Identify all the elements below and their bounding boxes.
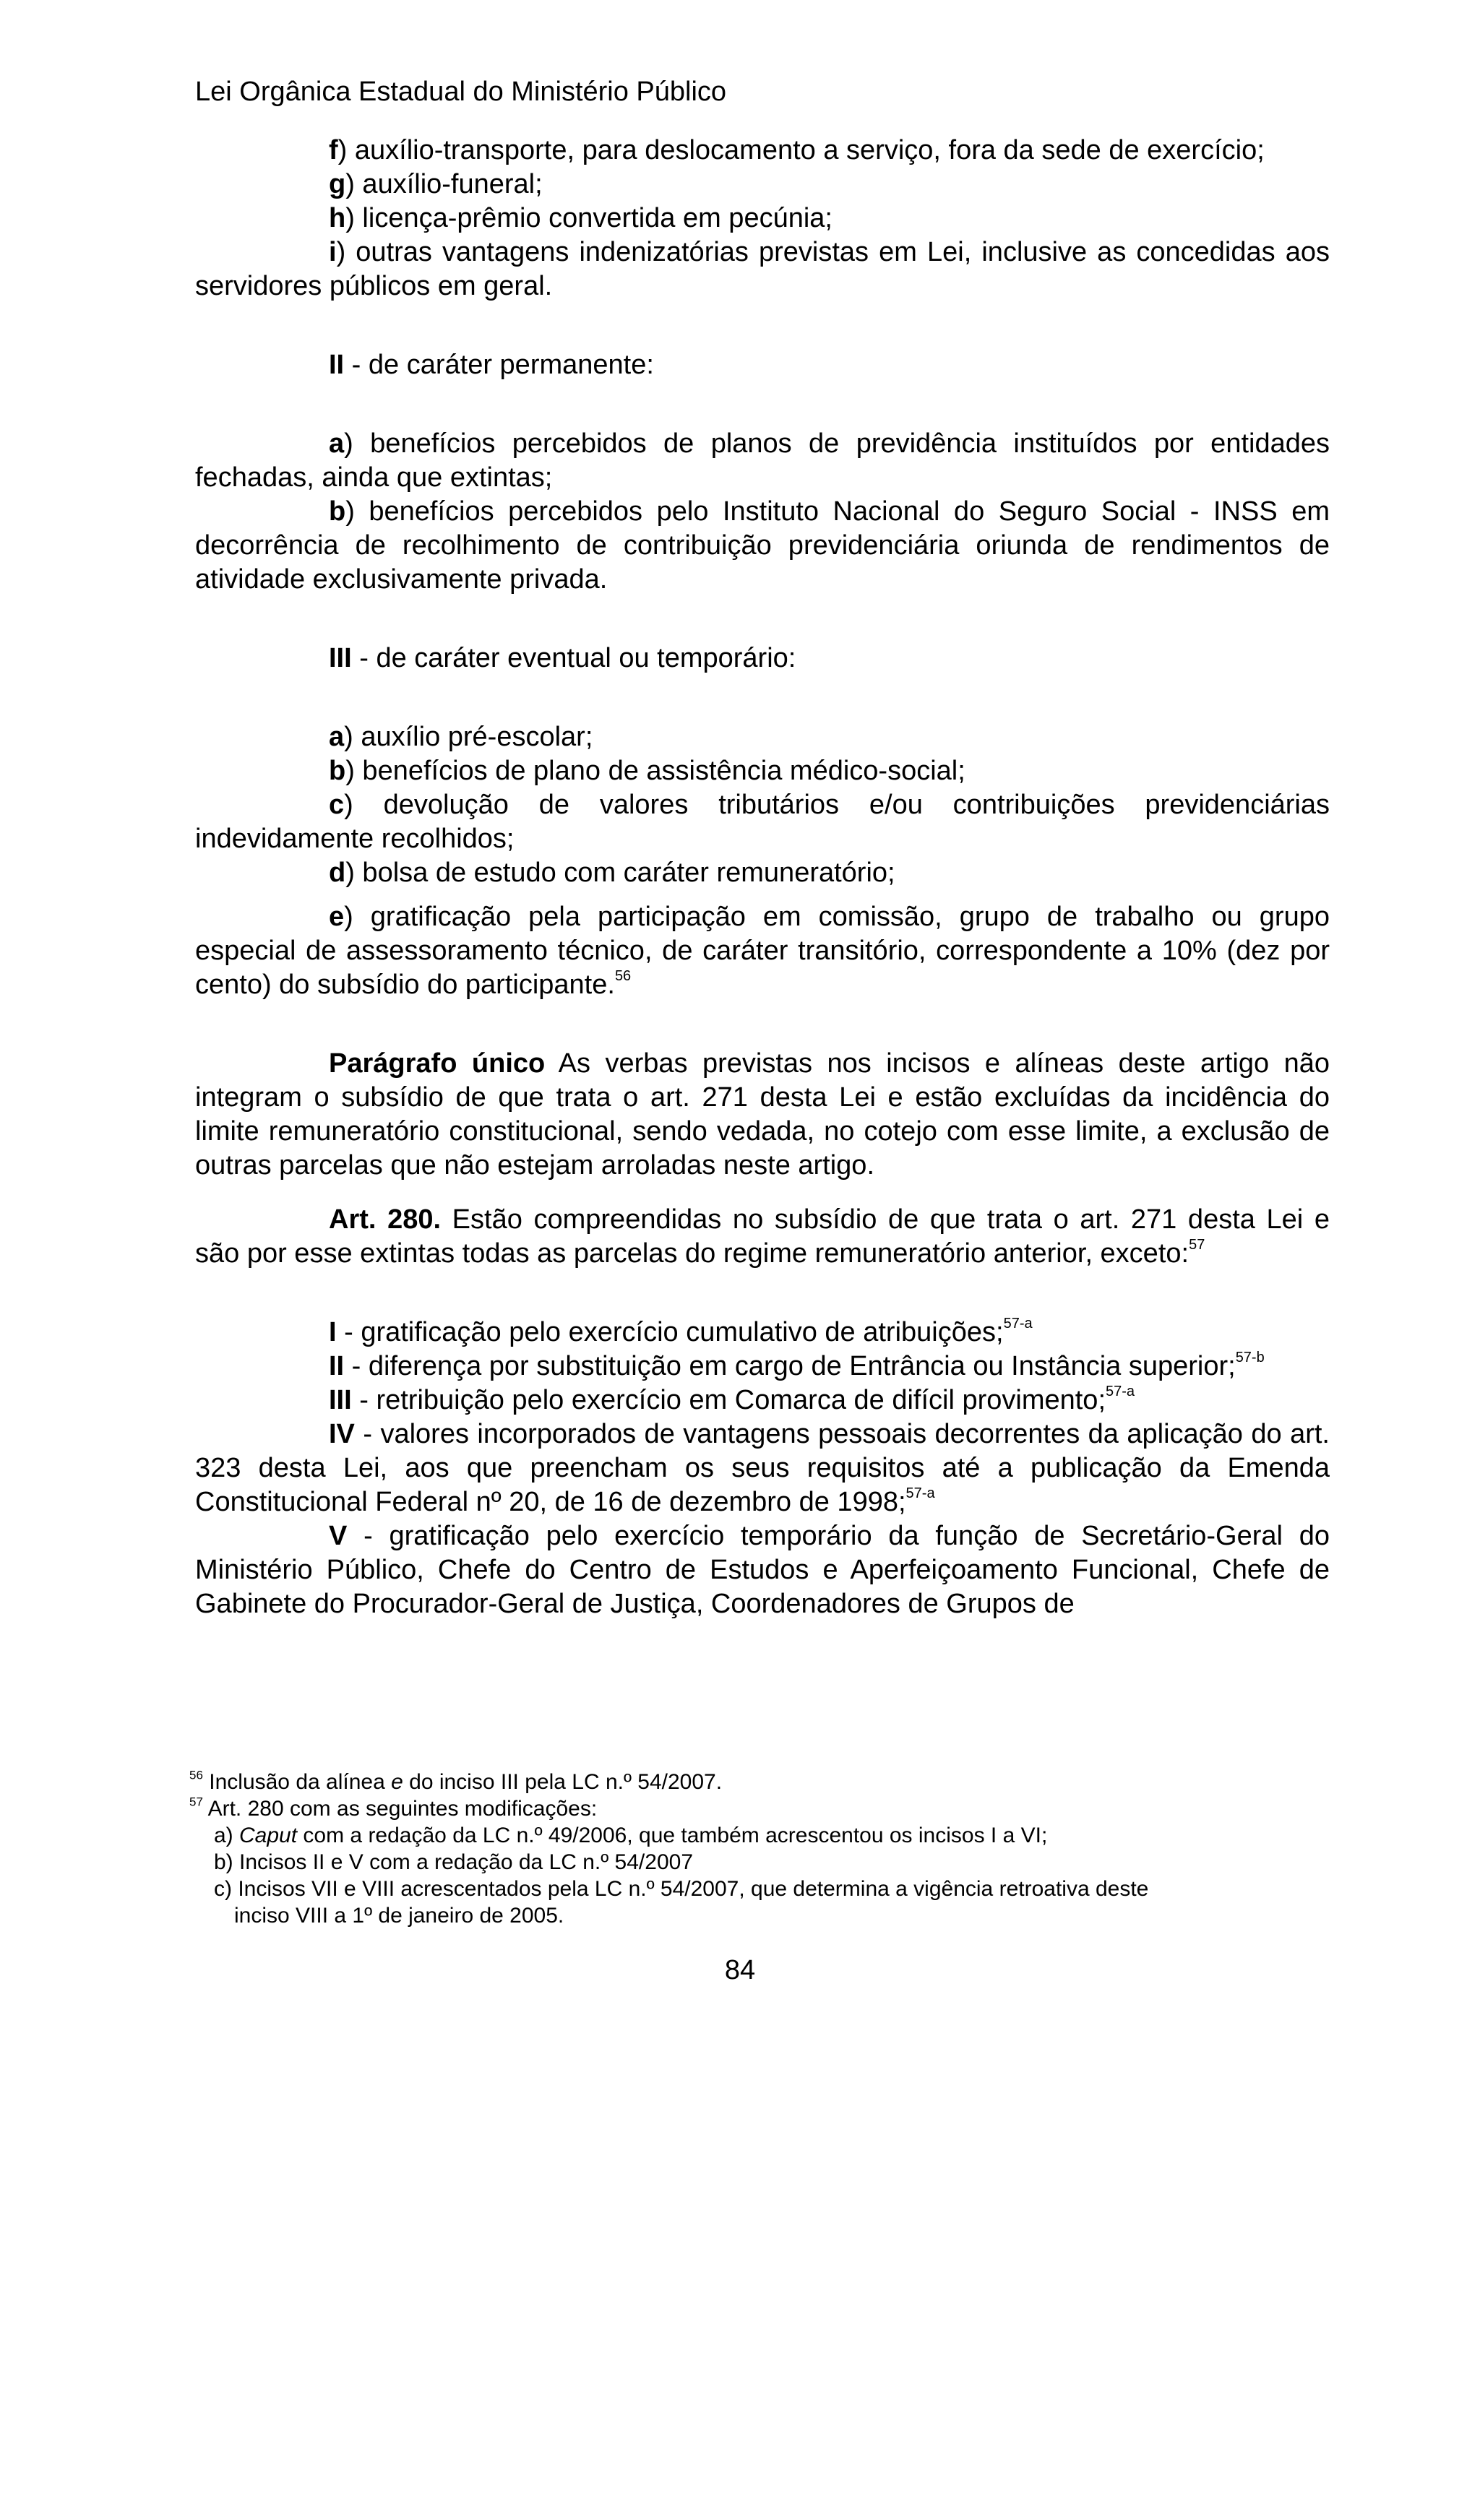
item-iii-d	[195, 856, 1330, 890]
item-letter: d	[329, 858, 346, 888]
footnote-text: com a redação da LC n.º 49/2006, que também acrescentou os incisos I a VI;	[297, 1824, 1048, 1847]
footnote-text: a)	[214, 1824, 240, 1847]
item-text: ) outras vantagens indenizatórias previstas em Lei, inclusive as concedidas aos servidores públicos em geral.	[195, 237, 1330, 301]
item-letter: g	[329, 169, 346, 199]
inciso-number: I	[329, 1317, 337, 1347]
paragrafo-label: Parágrafo único	[329, 1048, 546, 1079]
footnote-number: 57	[189, 1795, 203, 1809]
footnote-ref[interactable]: 57-a	[905, 1485, 935, 1501]
footnote-emphasis: e	[391, 1770, 403, 1794]
item-iii-a	[195, 720, 1330, 754]
footnote-text: do inciso III pela LC n.º 54/2007.	[403, 1770, 723, 1794]
article-label: Art. 280.	[329, 1204, 442, 1235]
item-g	[195, 168, 1330, 202]
item-iii-e	[195, 900, 1330, 1002]
inciso-text: - de caráter eventual ou temporário:	[351, 643, 796, 673]
item-text: ) bolsa de estudo com caráter remuneratório;	[345, 858, 895, 888]
item-text: ) auxílio-funeral;	[345, 169, 543, 199]
inciso-ii-heading	[195, 348, 1330, 382]
paragrafo-text: As verbas previstas nos incisos e alíneas deste artigo não integram o subsídio de que trata o art. 271 desta Lei e estão excluídas da incidência do limite remuneratório constitucional, sendo vedada, no cotejo com esse limite, a exclusão de outras parcelas que não estejam arroladas neste artigo.	[195, 1048, 1330, 1181]
document-body	[195, 134, 1330, 1621]
footnote-57-c-cont: inciso VIII a 1º de janeiro de 2005.	[234, 1904, 564, 1928]
article-280	[195, 1203, 1330, 1271]
item-letter: b	[329, 756, 346, 786]
item-letter: h	[329, 203, 346, 233]
item-letter: f	[329, 135, 338, 165]
item-letter: a	[329, 428, 345, 459]
footnote-number: 56	[189, 1768, 203, 1782]
footnote-57	[189, 1795, 1346, 1822]
item-iii-b	[195, 754, 1330, 788]
inciso-280-iv	[195, 1418, 1330, 1519]
footnote-57-b: b) Incisos II e V com a redação da LC n.º 54/2007	[214, 1850, 694, 1874]
inciso-text: - gratificação pelo exercício cumulativo de atribuições;	[336, 1317, 1004, 1347]
paragrafo-unico	[195, 1047, 1330, 1183]
item-letter: a	[329, 722, 345, 752]
item-h	[195, 202, 1330, 236]
footnote-ref[interactable]: 57-a	[1003, 1316, 1033, 1332]
footnote-57-a	[189, 1822, 1346, 1849]
item-letter: b	[329, 496, 346, 527]
item-text: ) auxílio-transporte, para deslocamento a serviço, fora da sede de exercício;	[337, 135, 1265, 165]
inciso-280-ii	[195, 1350, 1330, 1384]
item-text: ) gratificação pela participação em comissão, grupo de trabalho ou grupo especial de assessoramento técnico, de caráter transitório, correspondente a 10% (dez por cento) do subsídio do participante.	[195, 902, 1330, 1000]
inciso-text: - gratificação pelo exercício temporário da função de Secretário-Geral do Ministério Público, Chefe do Centro de Estudos e Aperfeiçoamento Funcional, Chefe de Gabinete do Procurador-Geral de Justiça, Coordenadores de Grupos de	[195, 1521, 1330, 1619]
item-i	[195, 236, 1330, 303]
inciso-280-v	[195, 1519, 1330, 1621]
footnote-56	[189, 1769, 1346, 1795]
inciso-number: V	[329, 1521, 348, 1551]
inciso-number: II	[329, 350, 345, 380]
inciso-text: - retribuição pelo exercício em Comarca de difícil provimento;	[351, 1385, 1106, 1415]
item-text: ) licença-prêmio convertida em pecúnia;	[345, 203, 832, 233]
item-letter: e	[329, 902, 345, 932]
item-letter: c	[329, 790, 345, 820]
inciso-280-i	[195, 1316, 1330, 1350]
item-iii-c	[195, 788, 1330, 856]
inciso-number: IV	[329, 1419, 355, 1449]
inciso-280-iii	[195, 1384, 1330, 1418]
item-ii-a	[195, 427, 1330, 495]
item-text: ) benefícios de plano de assistência médico-social;	[345, 756, 965, 786]
item-text: ) benefícios percebidos de planos de previdência instituídos por entidades fechadas, ainda que extintas;	[195, 428, 1330, 493]
inciso-iii-heading	[195, 642, 1330, 676]
item-text: ) benefícios percebidos pelo Instituto Nacional do Seguro Social - INSS em decorrência de recolhimento de contribuição previdenciária oriunda de rendimentos de atividade exclusivamente privada.	[195, 496, 1330, 595]
inciso-number: III	[329, 643, 352, 673]
footnote-text: Art. 280 com as seguintes modificações:	[202, 1797, 598, 1821]
footnote-ref[interactable]: 57	[1189, 1237, 1205, 1253]
item-letter: i	[329, 237, 337, 267]
footnote-ref[interactable]: 57-a	[1106, 1384, 1135, 1399]
inciso-text: - diferença por substituição em cargo de Entrância ou Instância superior;	[344, 1351, 1236, 1381]
footnotes	[189, 1769, 1346, 1929]
footnote-ref[interactable]: 56	[614, 968, 632, 984]
item-text: ) devolução de valores tributários e/ou contribuições previdenciárias indevidamente recolhidos;	[195, 790, 1330, 854]
footnote-emphasis: Caput	[239, 1824, 298, 1847]
footnote-57-c: c) Incisos VII e VIII acrescentados pela LC n.º 54/2007, que determina a vigência retroativa deste	[214, 1877, 1149, 1901]
inciso-text: - de caráter permanente:	[344, 350, 654, 380]
inciso-text: - valores incorporados de vantagens pessoais decorrentes da aplicação do art. 323 desta Lei, aos que preencham os seus requisitos até a publicação da Emenda Constitucional Federal nº 20, de 16 de dezembro de 1998;	[195, 1419, 1330, 1517]
page-number: 84	[724, 1955, 756, 1985]
item-text: ) auxílio pré-escolar;	[344, 722, 593, 752]
footnote-text: Inclusão da alínea	[202, 1770, 392, 1794]
inciso-number: III	[329, 1385, 352, 1415]
article-text: Estão compreendidas no subsídio de que trata o art. 271 desta Lei e são por esse extintas todas as parcelas do regime remuneratório anterior, exceto:	[195, 1204, 1330, 1269]
footnote-ref[interactable]: 57-b	[1235, 1350, 1265, 1365]
item-ii-b	[195, 495, 1330, 597]
inciso-number: II	[329, 1351, 345, 1381]
running-header: Lei Orgânica Estadual do Ministério Público	[195, 77, 727, 107]
item-f	[195, 134, 1330, 168]
